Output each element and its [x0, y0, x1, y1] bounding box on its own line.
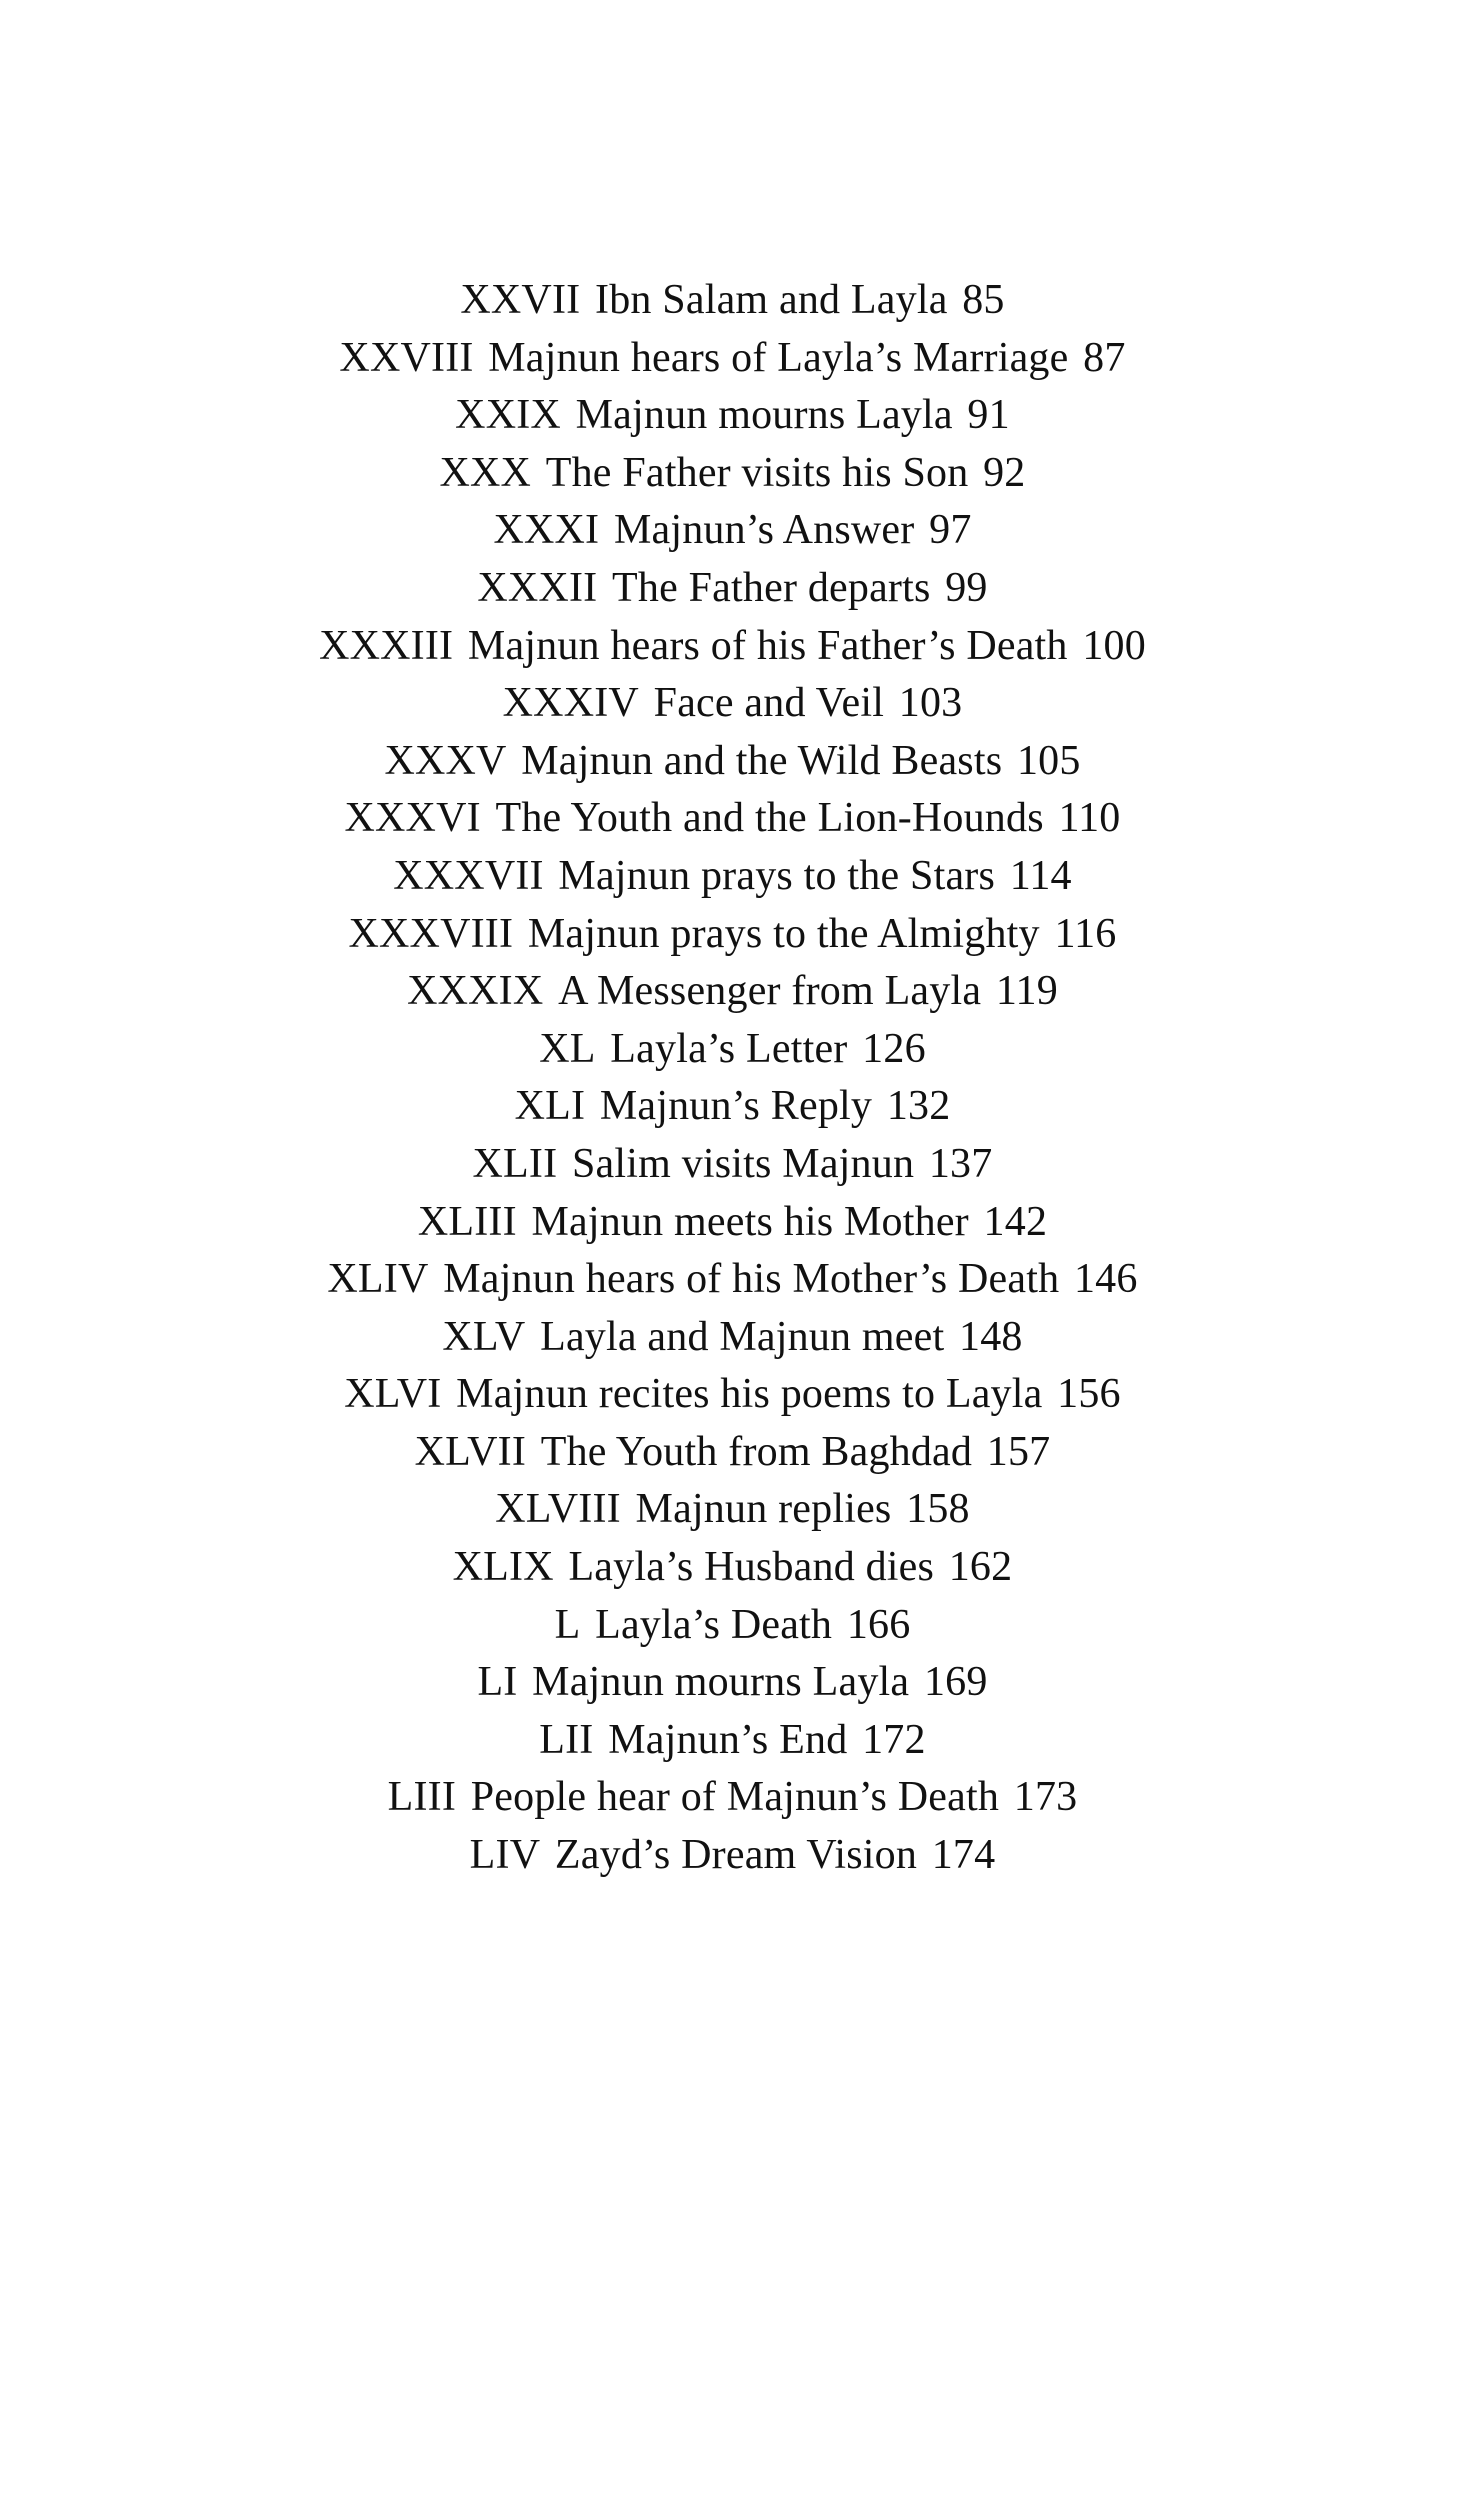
- chapter-numeral: XXXV: [384, 737, 507, 784]
- chapter-numeral: XXXIV: [502, 680, 639, 727]
- chapter-title: The Youth from Baghdad: [540, 1428, 973, 1475]
- chapter-title: The Father departs: [612, 564, 931, 611]
- toc-entry: [0, 272, 1465, 330]
- chapter-title: Majnun hears of his Mother’s Death: [443, 1256, 1060, 1303]
- chapter-title: Layla’s Husband dies: [568, 1544, 935, 1591]
- toc-entry: [0, 1654, 1465, 1712]
- chapter-numeral: XLV: [442, 1313, 526, 1360]
- toc-entry: [0, 733, 1465, 791]
- toc-entry: [0, 1021, 1465, 1079]
- chapter-page-number: 172: [862, 1716, 926, 1763]
- chapter-page-number: 157: [986, 1428, 1051, 1475]
- chapter-page-number: 148: [959, 1313, 1023, 1360]
- chapter-numeral: XXXVI: [344, 795, 481, 842]
- toc-entry: [0, 1366, 1465, 1424]
- chapter-numeral: XXXII: [477, 564, 598, 611]
- toc-entry: [0, 1597, 1465, 1655]
- chapter-page-number: 166: [846, 1601, 911, 1648]
- chapter-title: Majnun’s Reply: [599, 1083, 873, 1130]
- toc-entry: [0, 1539, 1465, 1597]
- chapter-numeral: XXXVIII: [348, 910, 514, 957]
- chapter-title: Face and Veil: [653, 680, 885, 727]
- chapter-page-number: 158: [906, 1486, 970, 1533]
- chapter-numeral: XXXIII: [319, 622, 454, 669]
- toc-entry: [0, 1424, 1465, 1482]
- chapter-title: Majnun mourns Layla: [575, 392, 953, 439]
- chapter-numeral: XXXVII: [393, 852, 544, 899]
- chapter-title: A Messenger from Layla: [558, 968, 982, 1015]
- chapter-numeral: XLIX: [452, 1544, 554, 1591]
- chapter-title: Majnun replies: [635, 1486, 892, 1533]
- chapter-page-number: 97: [929, 507, 972, 554]
- toc-entry: [0, 675, 1465, 733]
- toc-entry: [0, 560, 1465, 618]
- chapter-page-number: 169: [923, 1659, 988, 1706]
- toc-entry: [0, 1251, 1465, 1309]
- chapter-numeral: XLVII: [414, 1428, 527, 1475]
- chapter-page-number: 105: [1016, 737, 1081, 784]
- chapter-title: Majnun prays to the Almighty: [527, 910, 1040, 957]
- toc-entry: [0, 1194, 1465, 1252]
- table-of-contents: [0, 272, 1465, 1885]
- chapter-page-number: 99: [945, 564, 988, 611]
- chapter-numeral: XLIV: [327, 1256, 429, 1303]
- chapter-title: Layla’s Letter: [610, 1025, 848, 1072]
- chapter-page-number: 85: [962, 277, 1005, 323]
- chapter-numeral: XL: [539, 1025, 596, 1072]
- chapter-title: Majnun meets his Mother: [531, 1198, 969, 1245]
- toc-entry: [0, 1769, 1465, 1827]
- chapter-page-number: 137: [928, 1140, 993, 1187]
- chapter-title: Ibn Salam and Layla: [595, 277, 948, 323]
- chapter-title: Layla and Majnun meet: [540, 1313, 945, 1360]
- chapter-numeral: XLI: [514, 1083, 586, 1130]
- chapter-page-number: 103: [898, 680, 963, 727]
- chapter-title: Majnun hears of Layla’s Marriage: [488, 334, 1069, 381]
- chapter-title: Layla’s Death: [595, 1601, 833, 1648]
- toc-entry: [0, 502, 1465, 560]
- chapter-page-number: 114: [1009, 852, 1072, 899]
- toc-entry: [0, 1827, 1465, 1885]
- chapter-page-number: 110: [1058, 795, 1121, 842]
- chapter-page-number: 162: [948, 1544, 1013, 1591]
- toc-entry: [0, 1078, 1465, 1136]
- toc-entry: [0, 848, 1465, 906]
- chapter-page-number: 100: [1082, 622, 1146, 669]
- toc-entry: [0, 963, 1465, 1021]
- chapter-page-number: 132: [886, 1083, 951, 1130]
- chapter-title: The Youth and the Lion-Hounds: [495, 795, 1044, 842]
- chapter-page-number: 119: [995, 968, 1058, 1015]
- chapter-page-number: 87: [1083, 334, 1126, 381]
- chapter-title: People hear of Majnun’s Death: [470, 1774, 1000, 1821]
- chapter-numeral: XXXIX: [407, 968, 544, 1015]
- chapter-page-number: 116: [1054, 910, 1117, 957]
- chapter-numeral: LI: [477, 1659, 518, 1706]
- chapter-page-number: 174: [931, 1832, 996, 1879]
- chapter-title: Majnun recites his poems to Layla: [456, 1371, 1043, 1418]
- chapter-numeral: XLVI: [344, 1371, 442, 1418]
- toc-entry: [0, 387, 1465, 445]
- chapter-title: Majnun’s Answer: [613, 507, 915, 554]
- toc-entry: [0, 1136, 1465, 1194]
- toc-entry: [0, 1481, 1465, 1539]
- chapter-title: Majnun prays to the Stars: [558, 852, 996, 899]
- toc-entry: [0, 1712, 1465, 1770]
- chapter-title: Majnun hears of his Father’s Death: [467, 622, 1068, 669]
- chapter-page-number: 91: [967, 392, 1010, 439]
- chapter-numeral: LII: [539, 1716, 594, 1763]
- toc-entry: [0, 1309, 1465, 1367]
- chapter-page-number: 126: [862, 1025, 926, 1072]
- chapter-title: Majnun mourns Layla: [532, 1659, 910, 1706]
- toc-entry: [0, 618, 1465, 676]
- toc-entry: [0, 445, 1465, 503]
- chapter-title: Majnun and the Wild Beasts: [521, 737, 1003, 784]
- chapter-title: The Father visits his Son: [545, 449, 969, 496]
- chapter-page-number: 146: [1073, 1256, 1138, 1303]
- chapter-numeral: XLIII: [417, 1198, 517, 1245]
- toc-entry: [0, 330, 1465, 388]
- chapter-page-number: 142: [983, 1198, 1048, 1245]
- chapter-numeral: LIII: [387, 1774, 457, 1821]
- chapter-numeral: XXVII: [460, 277, 581, 323]
- chapter-title: Salim visits Majnun: [571, 1140, 915, 1187]
- chapter-numeral: L: [554, 1601, 581, 1648]
- chapter-numeral: LIV: [469, 1832, 541, 1879]
- chapter-numeral: XXX: [439, 449, 532, 496]
- toc-entry: [0, 906, 1465, 964]
- chapter-numeral: XXXI: [493, 507, 600, 554]
- chapter-page-number: 173: [1013, 1774, 1078, 1821]
- toc-entry: [0, 790, 1465, 848]
- chapter-page-number: 156: [1057, 1371, 1121, 1418]
- chapter-numeral: XXVIII: [339, 334, 474, 381]
- chapter-title: Majnun’s End: [608, 1716, 848, 1763]
- chapter-numeral: XLII: [472, 1140, 558, 1187]
- chapter-numeral: XXIX: [455, 392, 561, 439]
- chapter-page-number: 92: [983, 449, 1026, 496]
- chapter-numeral: XLVIII: [495, 1486, 621, 1533]
- chapter-title: Zayd’s Dream Vision: [554, 1832, 918, 1879]
